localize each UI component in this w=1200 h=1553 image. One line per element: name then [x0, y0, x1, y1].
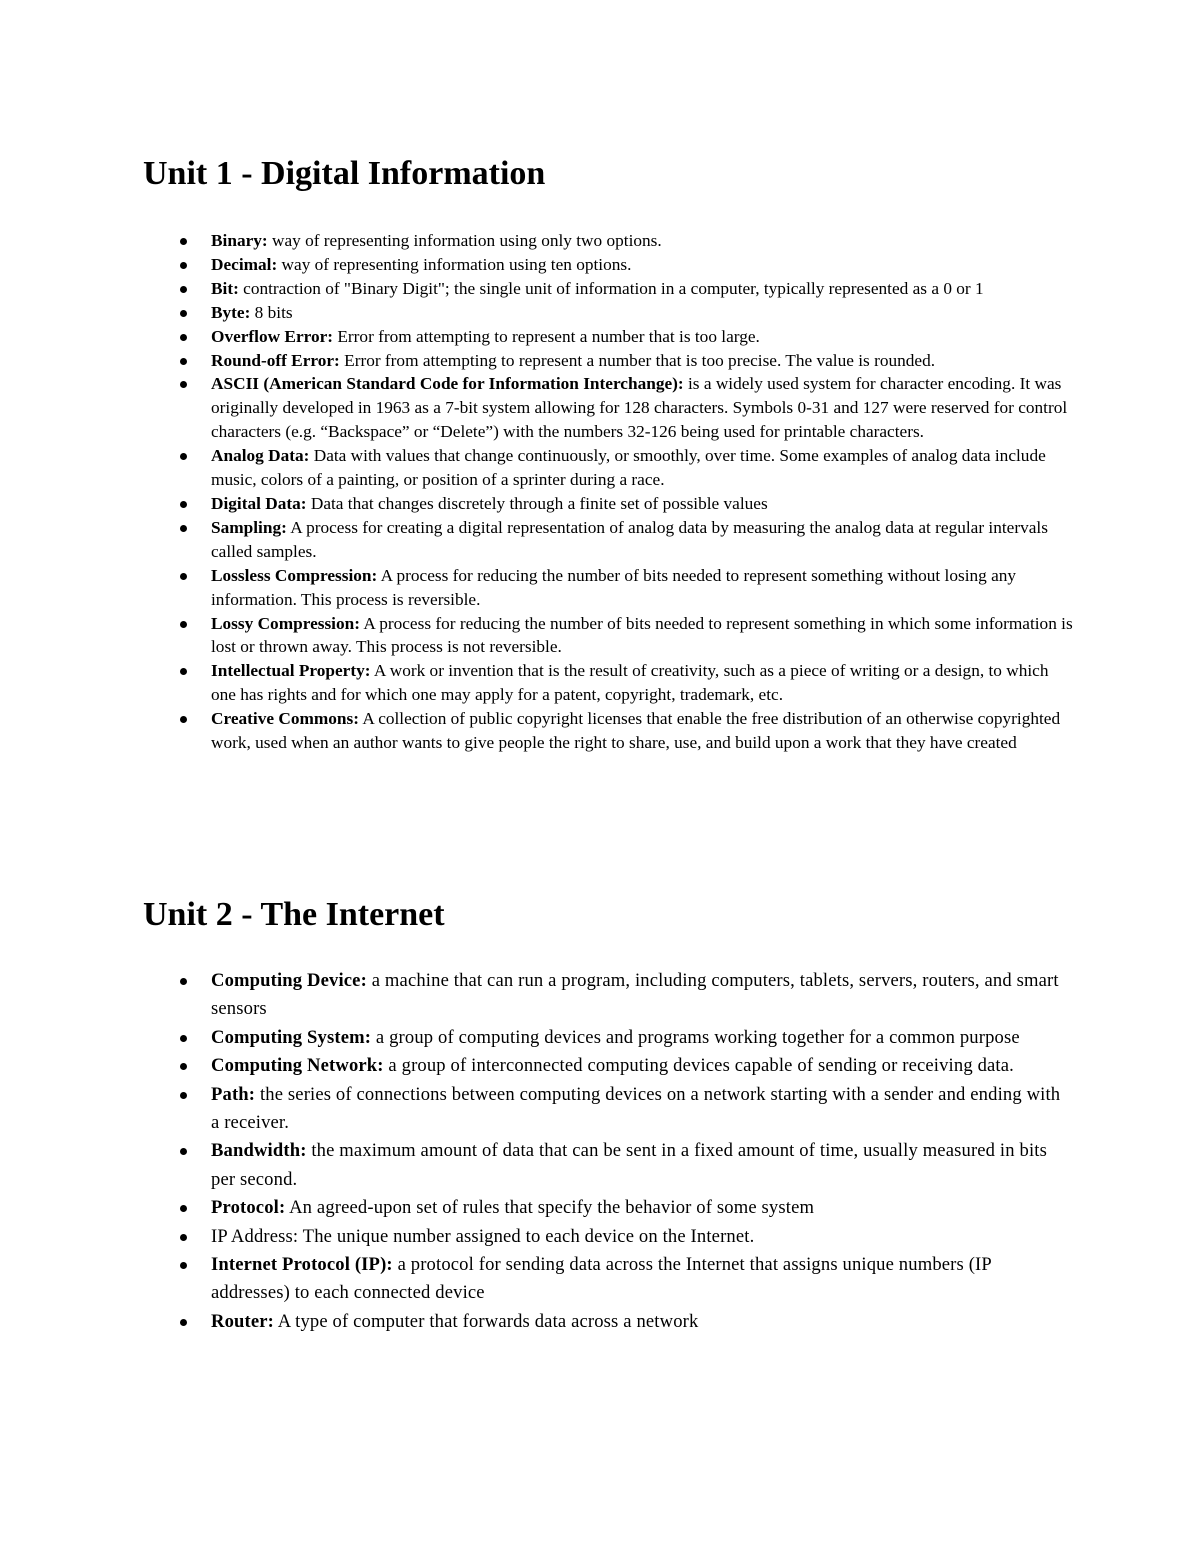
term-label: Bit: — [211, 278, 239, 298]
term-definition: the series of connections between computing devices on a network starting with a sender and ending with a receiver. — [211, 1083, 1061, 1134]
unit-1-term-list — [143, 229, 1073, 755]
bullet-icon — [180, 621, 187, 628]
list-item-byte — [143, 301, 1073, 325]
bullet-icon — [180, 1205, 187, 1212]
list-item-path — [143, 1081, 1073, 1138]
term-definition: A work or invention that is the result of creativity, such as a piece of writing or a design, to which one has rights and for which one may apply for a patent, copyright, trademark, etc. — [211, 661, 1049, 705]
bullet-icon — [180, 262, 187, 269]
term-label: Digital Data: — [211, 493, 307, 513]
bullet-icon — [180, 525, 187, 532]
unit-2-term-list — [143, 967, 1073, 1336]
term-label: Sampling: — [211, 517, 287, 537]
term-definition: a machine that can run a program, including computers, tablets, servers, routers, and smart sensors — [211, 970, 1059, 1020]
term-label: Creative Commons: — [211, 709, 359, 729]
bullet-icon — [180, 1262, 187, 1269]
term-definition: Data with values that change continuously, or smoothly, over time. Some examples of analog data include music, colors of a painting, or position of a sprinter during a race. — [211, 446, 1046, 490]
term-label: Computing Device: — [211, 970, 367, 991]
term-label: Lossless Compression: — [211, 565, 378, 585]
term-definition: 8 bits — [250, 302, 293, 322]
unit-2-heading: Unit 2 - The Internet — [143, 896, 445, 933]
bullet-icon — [180, 358, 187, 365]
bullet-icon — [180, 286, 187, 293]
list-item-bit — [143, 277, 1073, 301]
term-definition: a group of computing devices and programs working together for a common purpose — [371, 1026, 1020, 1048]
term-label: Router: — [211, 1310, 275, 1332]
term-definition: A collection of public copyright licenses that enable the free distribution of an otherwise copyrighted work, used when an author wants to give people the right to share, use, and build upon a work that they have created — [211, 709, 1061, 753]
list-item-creative-commons — [143, 707, 1073, 755]
term-label: Internet Protocol (IP): — [211, 1254, 393, 1276]
list-item-binary — [143, 229, 1073, 253]
term-definition: a group of interconnected computing devices capable of sending or receiving data. — [383, 1055, 1014, 1077]
bullet-icon — [180, 310, 187, 317]
list-item-ascii — [143, 372, 1073, 444]
bullet-icon — [180, 1234, 187, 1241]
term-definition: Data that changes discretely through a finite set of possible values — [306, 493, 768, 513]
term-definition: An agreed-upon set of rules that specify the behavior of some system — [285, 1197, 815, 1219]
bullet-icon — [180, 238, 187, 245]
term-definition: contraction of "Binary Digit"; the single unit of information in a computer, typically represented as a 0 or 1 — [238, 278, 984, 298]
unit-1-section — [143, 152, 1073, 755]
list-item-digital-data — [143, 492, 1073, 516]
term-definition: way of representing information using ten options. — [277, 254, 632, 274]
list-item-computing-device — [143, 967, 1073, 1024]
list-item-internet-protocol — [143, 1251, 1073, 1308]
bullet-icon — [180, 668, 187, 675]
list-item-decimal — [143, 253, 1073, 277]
list-item-round-off-error — [143, 349, 1073, 373]
term-label: Round-off Error: — [211, 350, 340, 370]
list-item-ip-address — [143, 1223, 1073, 1251]
term-label: Computing Network: — [211, 1055, 384, 1077]
bullet-icon — [180, 1319, 187, 1326]
bullet-icon — [180, 1063, 187, 1070]
term-definition: A process for reducing the number of bits needed to represent something in which some information is lost or thrown away. This process is not reversible. — [211, 613, 1073, 657]
term-definition: way of representing information using only two options. — [267, 231, 662, 250]
term-definition: the maximum amount of data that can be sent in a fixed amount of time, usually measured in bits per second. — [211, 1140, 1047, 1190]
term-label: Decimal: — [211, 254, 278, 274]
list-item-computing-system — [143, 1024, 1073, 1052]
list-item-computing-network — [143, 1052, 1073, 1080]
bullet-icon — [180, 1148, 187, 1155]
term-definition: a protocol for sending data across the Internet that assigns unique numbers (IP addresses) to each connected device — [211, 1254, 992, 1304]
bullet-icon — [180, 716, 187, 723]
unit-1-heading: Unit 1 - Digital Information — [143, 155, 546, 192]
bullet-icon — [180, 573, 187, 580]
term-definition: A process for creating a digital representation of analog data by measuring the analog data at regular intervals called samples. — [211, 517, 1048, 561]
bullet-icon — [180, 381, 187, 388]
list-item-router — [143, 1308, 1073, 1336]
list-item-protocol — [143, 1194, 1073, 1222]
term-label: Protocol: — [211, 1197, 286, 1219]
term-label: Binary: — [211, 231, 268, 250]
term-label: ASCII (American Standard Code for Information Interchange): — [211, 374, 684, 394]
term-definition: A process for reducing the number of bits needed to represent something without losing any information. This process is reversible. — [211, 565, 1017, 609]
term-label: Overflow Error: — [211, 326, 334, 346]
list-item-lossy-compression — [143, 612, 1073, 660]
term-label: Lossy Compression: — [211, 613, 360, 633]
list-item-bandwidth — [143, 1137, 1073, 1194]
term-label: Path: — [211, 1083, 256, 1105]
term-definition: Error from attempting to represent a number that is too large. — [333, 326, 760, 346]
term-label: Byte: — [211, 302, 251, 322]
term-definition: is a widely used system for character encoding. It was originally developed in 1963 as a 7-bit system allowing for 128 characters. Symbols 0-31 and 127 were reserved for control characters (e.g. “Backspace” or “Delete”) with the numbers 32-126 being used for printable characters. — [211, 374, 1068, 442]
term-definition: Error from attempting to represent a number that is too precise. The value is rounded. — [339, 350, 936, 370]
list-item-lossless-compression — [143, 564, 1073, 612]
term-label: Intellectual Property: — [211, 661, 371, 681]
bullet-icon — [180, 1092, 187, 1099]
unit-2-section — [143, 893, 1073, 1336]
bullet-icon — [180, 334, 187, 341]
list-item-overflow-error — [143, 325, 1073, 349]
bullet-icon — [180, 453, 187, 460]
bullet-icon — [180, 1035, 187, 1042]
list-item-analog-data — [143, 444, 1073, 492]
term-label: Analog Data: — [211, 446, 310, 466]
bullet-icon — [180, 501, 187, 508]
term-definition: A type of computer that forwards data across a network — [274, 1310, 699, 1332]
list-item-intellectual-property — [143, 659, 1073, 707]
term-label: Computing System: — [211, 1026, 372, 1048]
list-item-sampling — [143, 516, 1073, 564]
term-definition: IP Address: The unique number assigned to each device on the Internet. — [211, 1225, 755, 1247]
term-label: Bandwidth: — [211, 1140, 307, 1162]
bullet-icon — [180, 978, 187, 985]
